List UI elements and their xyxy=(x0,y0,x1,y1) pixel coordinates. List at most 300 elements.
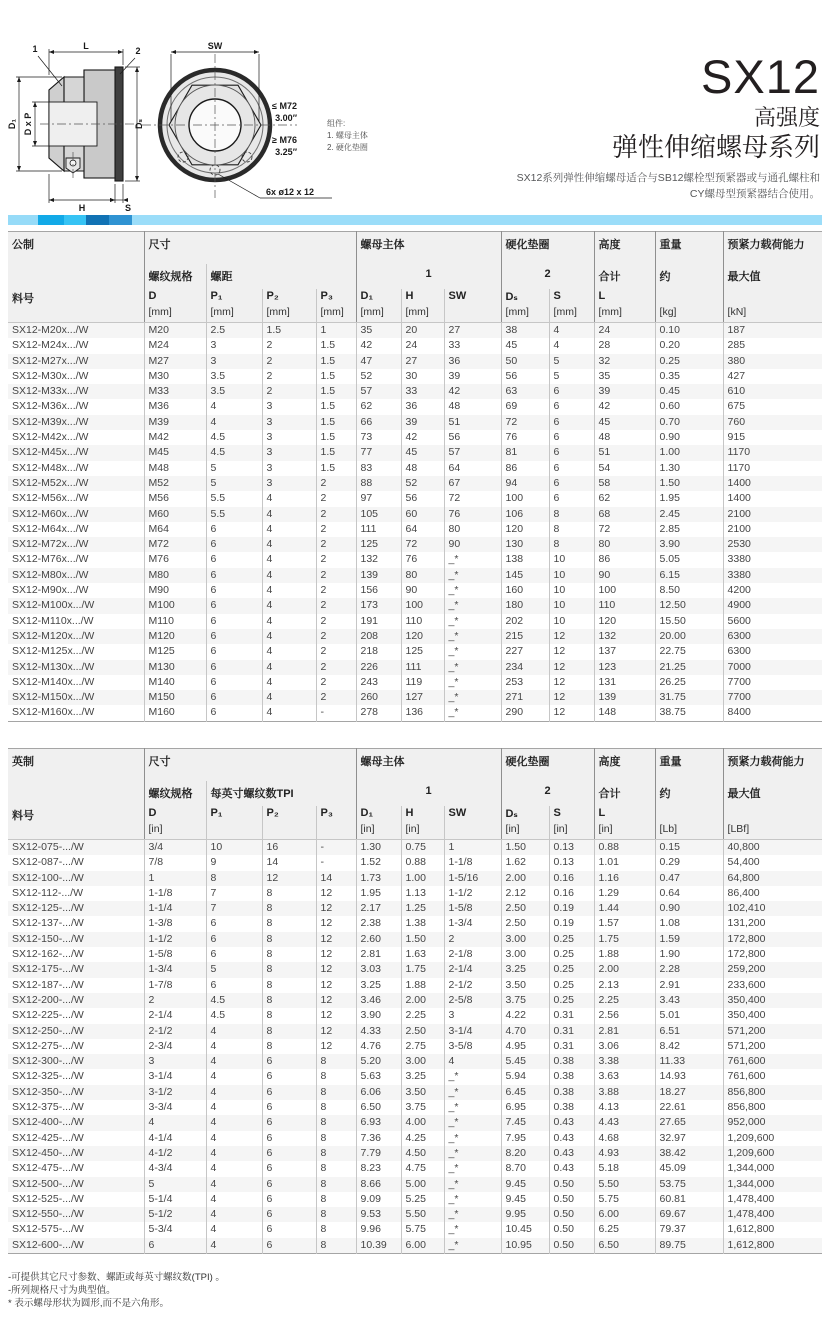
table-cell: 1.63 xyxy=(401,947,444,962)
table-cell: 1.5 xyxy=(316,354,356,369)
table-cell: SX12-550-.../W xyxy=(12,1208,84,1221)
table-cell: M125 xyxy=(144,644,206,659)
table-cell: 3.50 xyxy=(501,978,549,993)
table-cell: SX12-450-.../W xyxy=(12,1146,84,1159)
table-cell: 14 xyxy=(316,871,356,886)
table-cell: 127 xyxy=(401,690,444,705)
table-cell: 12 xyxy=(549,660,594,675)
table-cell: 2100 xyxy=(723,522,822,537)
header-total: 合计 xyxy=(594,264,655,289)
table-cell: 4 xyxy=(262,690,316,705)
table-cell: 12 xyxy=(262,871,316,886)
nut-drawing-svg xyxy=(2,40,402,218)
table-cell: 10.39 xyxy=(356,1238,401,1254)
table-row xyxy=(8,1146,822,1161)
header-size: 尺寸 xyxy=(144,232,356,265)
table-cell: 1400 xyxy=(723,476,822,491)
table-cell: 2.50 xyxy=(501,901,549,916)
table-cell: 2530 xyxy=(723,537,822,552)
imperial-section xyxy=(8,748,822,1254)
table-cell: 120 xyxy=(401,629,444,644)
table-cell: 38.75 xyxy=(655,705,723,721)
table-cell: 7700 xyxy=(723,675,822,690)
table-cell: 1 xyxy=(444,840,501,856)
table-cell: 72 xyxy=(401,537,444,552)
table-cell: 4 xyxy=(144,1115,206,1130)
table-cell: 6 xyxy=(262,1054,316,1069)
table-cell: 9.95 xyxy=(501,1207,549,1222)
ann-m76-in: 3.25″ xyxy=(275,147,297,157)
table-cell: SX12-M27x.../W xyxy=(12,354,89,367)
table-row xyxy=(8,932,822,947)
legend-title: 组件: xyxy=(327,119,346,128)
col-unit-p2 xyxy=(262,823,316,840)
table-row xyxy=(8,855,822,870)
table-cell: _* xyxy=(444,1131,501,1146)
table-cell: 0.15 xyxy=(655,840,723,856)
table-cell: 243 xyxy=(356,675,401,690)
table-cell: 0.90 xyxy=(655,901,723,916)
table-row xyxy=(8,1161,822,1176)
table-cell: 2.85 xyxy=(655,522,723,537)
table-cell: SX12-150-.../W xyxy=(12,932,84,945)
table-cell: 6 xyxy=(206,583,262,598)
table-cell: SX12-M130x.../W xyxy=(12,660,95,673)
table-cell: 0.70 xyxy=(655,415,723,430)
table-cell: 56 xyxy=(444,430,501,445)
table-cell: 3.46 xyxy=(356,993,401,1008)
table-cell: 5-1/4 xyxy=(144,1192,206,1207)
header-height: 高度 xyxy=(594,232,655,265)
table-cell: 4.5 xyxy=(206,445,262,460)
table-cell: 33 xyxy=(401,384,444,399)
table-cell: _* xyxy=(444,660,501,675)
table-cell: SX12-M80x.../W xyxy=(12,568,89,581)
table-cell: 856,800 xyxy=(723,1085,822,1100)
table-cell: 5.45 xyxy=(501,1054,549,1069)
table-cell: 1 xyxy=(144,871,206,886)
table-cell: 1.13 xyxy=(401,886,444,901)
table-cell: 67 xyxy=(444,476,501,491)
table-cell: 4900 xyxy=(723,598,822,613)
table-cell: 1,612,800 xyxy=(723,1222,822,1237)
col-sym-kg xyxy=(655,289,723,306)
table-cell: 2 xyxy=(316,568,356,583)
table-cell: 1.5 xyxy=(316,430,356,445)
table-cell: 42 xyxy=(356,338,401,353)
header-thread-spec: 螺纹规格 xyxy=(144,264,206,289)
table-cell: 202 xyxy=(501,614,549,629)
table-cell: SX12-M110x.../W xyxy=(12,614,94,627)
table-cell: 1,478,400 xyxy=(723,1207,822,1222)
table-cell: SX12-M42x.../W xyxy=(12,431,89,444)
col-sym-p3: P₃ xyxy=(316,806,356,823)
table-cell: 1.30 xyxy=(356,840,401,856)
table-cell: 1-3/4 xyxy=(444,916,501,931)
col-sym-sw: SW xyxy=(444,806,501,823)
table-row xyxy=(8,384,822,399)
table-cell: 5 xyxy=(206,461,262,476)
table-cell: 6 xyxy=(549,476,594,491)
table-cell: 5 xyxy=(144,1177,206,1192)
table-row xyxy=(8,1222,822,1237)
col-sym-l: L xyxy=(594,806,655,823)
table-cell: 120 xyxy=(594,614,655,629)
table-cell: 32.97 xyxy=(655,1131,723,1146)
col-unit-d1: [in] xyxy=(356,823,401,840)
table-cell: 6 xyxy=(206,568,262,583)
col-unit-d: [in] xyxy=(144,823,206,840)
table-cell: 180 xyxy=(501,598,549,613)
table-cell: 0.35 xyxy=(655,369,723,384)
table-row xyxy=(8,644,822,659)
table-cell: 45 xyxy=(501,338,549,353)
table-cell: 2 xyxy=(316,476,356,491)
table-row xyxy=(8,660,822,675)
table-row xyxy=(8,614,822,629)
table-cell: 3380 xyxy=(723,568,822,583)
table-cell: 2-5/8 xyxy=(444,993,501,1008)
front-view xyxy=(142,54,297,198)
table-cell: 1.62 xyxy=(501,855,549,870)
table-cell: 16 xyxy=(262,840,316,856)
table-cell: 2 xyxy=(316,660,356,675)
table-cell: 7/8 xyxy=(144,855,206,870)
table-cell: 120 xyxy=(501,522,549,537)
table-cell: 3-1/2 xyxy=(144,1085,206,1100)
table-row xyxy=(8,962,822,977)
table-cell: 2 xyxy=(316,491,356,506)
table-cell: 2 xyxy=(316,522,356,537)
table-cell: 0.50 xyxy=(549,1238,594,1254)
table-cell: 139 xyxy=(594,690,655,705)
table-cell: 8.50 xyxy=(655,583,723,598)
table-cell: 24 xyxy=(401,338,444,353)
col-unit-lb: [Lb] xyxy=(655,823,723,840)
description-line-2: CY螺母型预紧器结合使用。 xyxy=(689,188,820,200)
table-row xyxy=(8,522,822,537)
table-cell: 1-1/8 xyxy=(444,855,501,870)
table-cell: 4 xyxy=(262,598,316,613)
table-row xyxy=(8,415,822,430)
table-cell: 22.61 xyxy=(655,1100,723,1115)
table-cell: 2.17 xyxy=(356,901,401,916)
table-cell: 10.45 xyxy=(501,1222,549,1237)
table-cell: 1,612,800 xyxy=(723,1238,822,1254)
table-cell: 66 xyxy=(356,415,401,430)
header-weight: 重量 xyxy=(655,749,723,782)
table-cell: 6 xyxy=(206,690,262,705)
table-cell: _* xyxy=(444,690,501,705)
table-cell: 2-1/4 xyxy=(444,962,501,977)
col-unit-h: [in] xyxy=(401,823,444,840)
table-cell: 0.50 xyxy=(549,1222,594,1237)
table-cell: 1-5/8 xyxy=(144,947,206,962)
table-cell: 1.00 xyxy=(401,871,444,886)
table-cell: 4 xyxy=(262,583,316,598)
table-cell: 100 xyxy=(501,491,549,506)
table-cell: SX12-M52x.../W xyxy=(12,476,89,489)
table-cell: 1.5 xyxy=(316,369,356,384)
col-sym-p1: P₁ xyxy=(206,289,262,306)
table-cell: 0.38 xyxy=(549,1054,594,1069)
table-cell: SX12-112-.../W xyxy=(12,886,83,899)
table-cell: SX12-M150x.../W xyxy=(12,691,95,704)
table-cell: 45 xyxy=(594,415,655,430)
table-cell: 1.00 xyxy=(655,445,723,460)
table-cell: 4 xyxy=(206,399,262,414)
table-cell: 6 xyxy=(549,430,594,445)
table-cell: 3 xyxy=(262,476,316,491)
col-unit-d: [mm] xyxy=(144,306,206,323)
table-cell: 952,000 xyxy=(723,1115,822,1130)
table-cell: 1.88 xyxy=(401,978,444,993)
accent-bar-segment xyxy=(38,215,64,225)
col-unit-s: [mm] xyxy=(549,306,594,323)
table-cell: 1.88 xyxy=(594,947,655,962)
table-cell: _* xyxy=(444,1100,501,1115)
col-sym-p3: P₃ xyxy=(316,289,356,306)
accent-bar-segment xyxy=(109,215,132,225)
table-cell: 4 xyxy=(206,1192,262,1207)
table-cell: 42 xyxy=(401,430,444,445)
header-max: 最大值 xyxy=(723,781,822,806)
table-row xyxy=(8,1069,822,1084)
table-cell: 2.00 xyxy=(401,993,444,1008)
table-cell: 8 xyxy=(316,1192,356,1207)
table-cell: 20 xyxy=(401,323,444,339)
metric-table-body xyxy=(8,323,822,722)
table-cell: 50 xyxy=(501,354,549,369)
table-cell: 6 xyxy=(206,916,262,931)
table-row xyxy=(8,690,822,705)
table-cell: 111 xyxy=(401,660,444,675)
col-sym-sw: SW xyxy=(444,289,501,306)
table-cell: 1.57 xyxy=(594,916,655,931)
table-cell: 27 xyxy=(401,354,444,369)
table-row xyxy=(8,583,822,598)
table-cell: SX12-100-.../W xyxy=(12,871,84,884)
table-cell: M130 xyxy=(144,660,206,675)
table-cell: 3 xyxy=(262,399,316,414)
table-cell: 12 xyxy=(549,644,594,659)
table-cell: 259,200 xyxy=(723,962,822,977)
table-cell: SX12-M45x.../W xyxy=(12,446,89,459)
table-cell: 9.53 xyxy=(356,1207,401,1222)
table-cell: 5 xyxy=(549,354,594,369)
table-row xyxy=(8,886,822,901)
table-cell: 0.43 xyxy=(549,1146,594,1161)
callout-2: 2 xyxy=(135,46,141,56)
table-row xyxy=(8,1238,822,1254)
table-cell: 138 xyxy=(501,552,549,567)
table-cell: 8 xyxy=(262,932,316,947)
table-cell: 6.93 xyxy=(356,1115,401,1130)
table-cell: 8 xyxy=(262,947,316,962)
table-cell: 6 xyxy=(549,461,594,476)
table-cell: 57 xyxy=(356,384,401,399)
table-cell: 1.29 xyxy=(594,886,655,901)
table-cell: 5 xyxy=(549,369,594,384)
table-cell: SX12-M160x.../W xyxy=(12,706,95,719)
table-cell: 54,400 xyxy=(723,855,822,870)
table-cell: M150 xyxy=(144,690,206,705)
header-group-1: 1 xyxy=(356,264,501,289)
table-cell: 27.65 xyxy=(655,1115,723,1130)
table-row xyxy=(8,947,822,962)
table-cell: 675 xyxy=(723,399,822,414)
table-cell: 571,200 xyxy=(723,1039,822,1054)
table-cell: 81 xyxy=(501,445,549,460)
table-cell: 2.75 xyxy=(401,1039,444,1054)
table-cell: 0.20 xyxy=(655,338,723,353)
table-cell: 260 xyxy=(356,690,401,705)
table-cell: 9.45 xyxy=(501,1192,549,1207)
table-cell: 8 xyxy=(316,1069,356,1084)
table-cell: 76 xyxy=(401,552,444,567)
col-unit-sw xyxy=(444,823,501,840)
table-cell: 54 xyxy=(594,461,655,476)
table-cell: 761,600 xyxy=(723,1069,822,1084)
table-cell: 0.45 xyxy=(655,384,723,399)
table-cell: 4 xyxy=(206,1177,262,1192)
header-nut-body: 螺母主体 xyxy=(356,749,501,782)
table-cell: 5.50 xyxy=(401,1207,444,1222)
table-cell: 64 xyxy=(401,522,444,537)
dim-label-l: L xyxy=(83,41,89,51)
table-cell: 233,600 xyxy=(723,978,822,993)
col-sym-partno: 料号 xyxy=(8,806,144,823)
table-cell: 3.25 xyxy=(401,1069,444,1084)
table-cell: 94 xyxy=(501,476,549,491)
table-cell: 4.25 xyxy=(401,1131,444,1146)
table-row xyxy=(8,840,822,856)
dim-label-s: S xyxy=(124,203,132,213)
table-cell: SX12-M90x.../W xyxy=(12,584,89,597)
table-cell: SX12-M100x.../W xyxy=(12,599,95,612)
table-cell: 3.90 xyxy=(655,537,723,552)
table-cell: 6.51 xyxy=(655,1024,723,1039)
header-group-1: 1 xyxy=(356,781,501,806)
table-cell: 6 xyxy=(262,1177,316,1192)
table-cell: 6 xyxy=(144,1238,206,1254)
table-cell: 12 xyxy=(316,916,356,931)
col-sym-d: D xyxy=(144,806,206,823)
header-thread-spec: 螺纹规格 xyxy=(144,781,206,806)
table-cell: 0.25 xyxy=(549,978,594,993)
table-cell: SX12-162-.../W xyxy=(12,948,84,961)
table-cell: 2 xyxy=(316,629,356,644)
table-cell: _* xyxy=(444,1238,501,1254)
table-cell: 24 xyxy=(594,323,655,339)
table-cell: 6 xyxy=(262,1131,316,1146)
col-unit-partno xyxy=(8,823,144,840)
table-cell: 1,344,000 xyxy=(723,1177,822,1192)
table-cell: 2 xyxy=(316,614,356,629)
table-cell: 1.75 xyxy=(401,962,444,977)
table-cell: 7700 xyxy=(723,690,822,705)
table-row xyxy=(8,1054,822,1069)
table-cell: 6.00 xyxy=(594,1207,655,1222)
table-cell: 5.05 xyxy=(655,552,723,567)
table-cell: 9.96 xyxy=(356,1222,401,1237)
table-cell: M20 xyxy=(144,323,206,339)
table-cell: 7.95 xyxy=(501,1131,549,1146)
table-cell: 8 xyxy=(262,1008,316,1023)
table-row xyxy=(8,507,822,522)
table-cell: 12 xyxy=(316,1008,356,1023)
table-row xyxy=(8,1100,822,1115)
table-cell: 1-1/4 xyxy=(144,901,206,916)
table-cell: 7.45 xyxy=(501,1115,549,1130)
col-sym-partno: 料号 xyxy=(8,289,144,306)
table-cell: SX12-125-.../W xyxy=(12,902,84,915)
col-unit-kg: [kg] xyxy=(655,306,723,323)
header-nut-body: 螺母主体 xyxy=(356,232,501,265)
table-cell: 4 xyxy=(262,568,316,583)
table-cell: 3.5 xyxy=(206,384,262,399)
table-cell: SX12-200-.../W xyxy=(12,993,84,1006)
table-cell: M72 xyxy=(144,537,206,552)
table-cell: 9 xyxy=(206,855,262,870)
col-unit-lbf: [LBf] xyxy=(723,823,822,840)
table-cell: 12 xyxy=(316,932,356,947)
table-cell: 100 xyxy=(401,598,444,613)
table-cell: 8400 xyxy=(723,705,822,721)
table-cell: 39 xyxy=(401,415,444,430)
table-cell: 0.90 xyxy=(655,430,723,445)
table-cell: 0.19 xyxy=(549,901,594,916)
table-cell: 83 xyxy=(356,461,401,476)
table-cell: 2-1/2 xyxy=(444,978,501,993)
table-cell: 39 xyxy=(594,384,655,399)
technical-drawing xyxy=(2,40,402,223)
table-cell: 132 xyxy=(356,552,401,567)
table-cell: 2 xyxy=(316,598,356,613)
col-sym-h: H xyxy=(401,289,444,306)
table-cell: 38.42 xyxy=(655,1146,723,1161)
table-cell: 22.75 xyxy=(655,644,723,659)
table-cell: 52 xyxy=(401,476,444,491)
imperial-table-body xyxy=(8,840,822,1254)
table-cell: SX12-M39x.../W xyxy=(12,415,89,428)
page-subtitle-2: 弹性伸缩螺母系列 xyxy=(611,132,820,162)
table-cell: 6 xyxy=(206,675,262,690)
table-cell: 1.38 xyxy=(401,916,444,931)
header-max: 最大值 xyxy=(723,264,822,289)
table-cell: 14 xyxy=(262,855,316,870)
col-sym-ds: Dₛ xyxy=(501,289,549,306)
table-row xyxy=(8,461,822,476)
table-row xyxy=(8,552,822,567)
table-cell: 5 xyxy=(206,476,262,491)
table-cell: 6.00 xyxy=(401,1238,444,1254)
table-cell: 5-3/4 xyxy=(144,1222,206,1237)
table-cell: 8.42 xyxy=(655,1039,723,1054)
table-cell: 8 xyxy=(316,1207,356,1222)
accent-bar-segment xyxy=(86,215,109,225)
table-cell: 40,800 xyxy=(723,840,822,856)
table-cell: 4 xyxy=(444,1054,501,1069)
table-cell: 2.45 xyxy=(655,507,723,522)
page-subtitle-1: 高强度 xyxy=(753,105,820,130)
table-cell: 60 xyxy=(401,507,444,522)
table-cell: 8 xyxy=(549,507,594,522)
table-cell: 4.76 xyxy=(356,1039,401,1054)
col-unit-s: [in] xyxy=(549,823,594,840)
table-cell: 51 xyxy=(444,415,501,430)
table-cell: M100 xyxy=(144,598,206,613)
